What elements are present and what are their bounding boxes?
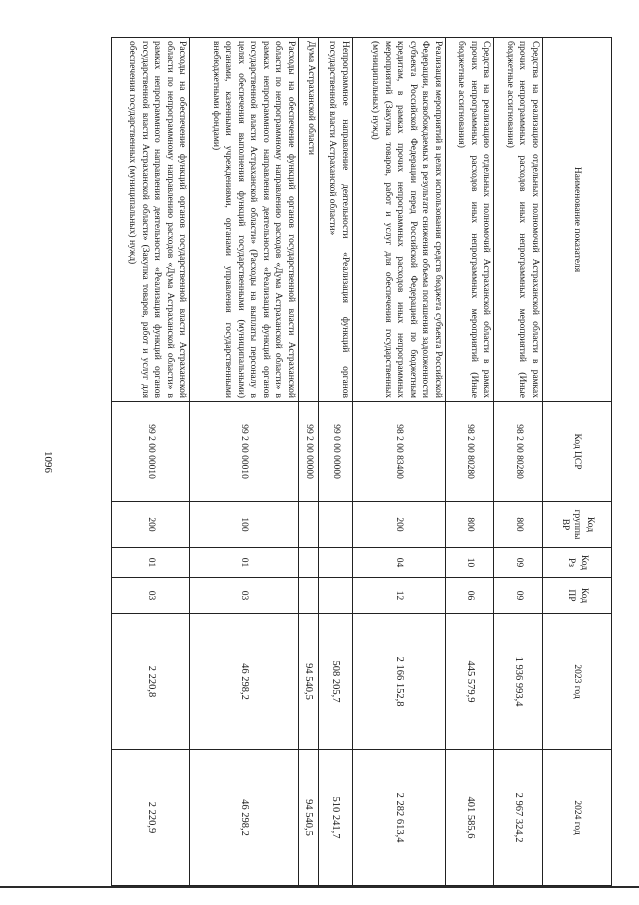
row-2024: 510 241,7 [319, 750, 353, 886]
header-2024: 2024 год [543, 750, 612, 886]
row-csr: 98 2 00 80280 [446, 402, 495, 502]
row-rz: 01 [190, 548, 298, 578]
row-name: Реализация мероприятий в целях использования средств бюджета субъекта Российской Федерации, высвобождаемых в результате снижения объема погашения задолженности субъекта Российской Федерации перед Российской Федерацией по бюджетным кредитам, в рамках прочих непрограммных расходов иных непрограммных мероприятий (Закупка товаров, работ и услуг для обеспечения государственных (муниципальных) нужд) [352, 38, 445, 402]
row-vr: 200 [112, 502, 191, 548]
row-2023: 2 166 152,8 [352, 614, 445, 750]
budget-table [111, 37, 612, 886]
row-2024: 2 220,9 [112, 750, 191, 886]
row-csr: 99 2 00 00000 [298, 402, 318, 502]
rotated-table-container [111, 37, 612, 885]
row-vr: 800 [494, 502, 543, 548]
row-name: Дума Астраханской области [298, 38, 318, 402]
row-csr: 98 2 00 80280 [494, 402, 543, 502]
row-vr [319, 502, 353, 548]
row-pr: 12 [352, 578, 445, 614]
table-row [112, 38, 191, 886]
row-2024: 401 585,6 [446, 750, 495, 886]
row-vr: 200 [352, 502, 445, 548]
row-rz [319, 548, 353, 578]
row-name: Средства на реализацию отдельных полномочий Астраханской области в рамках прочих непрограммных расходов иных непрограммных мероприятий (Иные бюджетные ассигнования) [494, 38, 543, 402]
row-csr: 99 2 00 00010 [190, 402, 298, 502]
row-rz: 04 [352, 548, 445, 578]
row-pr: 03 [112, 578, 191, 614]
row-pr: 06 [446, 578, 495, 614]
row-2023: 1 936 993,4 [494, 614, 543, 750]
row-vr [298, 502, 318, 548]
row-csr: 99 0 00 00000 [319, 402, 353, 502]
header-csr: Код ЦСР [543, 402, 612, 502]
row-2024: 94 540,5 [298, 750, 318, 886]
header-pr: Код ПР [543, 578, 612, 614]
table-row [298, 38, 318, 886]
row-2024: 2 282 613,4 [352, 750, 445, 886]
header-name: Наименование показателя [543, 38, 612, 402]
row-2024: 2 967 324,2 [494, 750, 543, 886]
row-vr: 100 [190, 502, 298, 548]
row-rz: 10 [446, 548, 495, 578]
row-2023: 46 298,2 [190, 614, 298, 750]
row-2023: 94 540,5 [298, 614, 318, 750]
row-csr: 98 2 00 83400 [352, 402, 445, 502]
row-rz: 01 [112, 548, 191, 578]
header-2023: 2023 год [543, 614, 612, 750]
row-name: Непрограммное направление деятельности «Реализация функций органов государственной власти Астраханской области» [319, 38, 353, 402]
table-row [446, 38, 495, 886]
row-name: Расходы на обеспечение функций органов государственной власти Астраханской области по непрограммному направлению расходов «Дума Астраханской области» в рамках непрограммного направления деятельности «Реализация функций органов государственной власти Астраханской области» (Расходы на выплаты персоналу в целях обеспечения выполнения функций государственными (муниципальными) органами, казенными учреждениями, органами управления государственными внебюджетными фондами) [190, 38, 298, 402]
table-header-row [543, 38, 612, 886]
table-row [494, 38, 543, 886]
row-rz: 09 [494, 548, 543, 578]
row-2023: 508 205,7 [319, 614, 353, 750]
row-name: Средства на реализацию отдельных полномочий Астраханской области в рамках прочих непрограммных расходов иных непрограммных мероприятий (Иные бюджетные ассигнования) [446, 38, 495, 402]
row-2023: 2 220,8 [112, 614, 191, 750]
table-row [190, 38, 298, 886]
row-2023: 445 579,9 [446, 614, 495, 750]
row-2024: 46 298,2 [190, 750, 298, 886]
scan-edge-line [0, 886, 639, 888]
header-rz: Код Рз [543, 548, 612, 578]
row-pr [298, 578, 318, 614]
table-row [319, 38, 353, 886]
row-pr: 03 [190, 578, 298, 614]
row-name: Расходы на обеспечение функций органов государственной власти Астраханской области по непрограммному направлению расходов «Дума Астраханской области» в рамках непрограммного направления деятельности «Реализация функций органов государственной власти Астраханской области» (Закупка товаров, работ и услуг для обеспечения государственных (муниципальных) нужд) [112, 38, 191, 402]
header-vr: Код группы ВР [543, 502, 612, 548]
row-csr: 99 2 00 00010 [112, 402, 191, 502]
row-vr: 800 [446, 502, 495, 548]
table-row [352, 38, 445, 886]
row-pr [319, 578, 353, 614]
row-rz [298, 548, 318, 578]
page-number: 1096 [42, 451, 54, 473]
row-pr: 09 [494, 578, 543, 614]
